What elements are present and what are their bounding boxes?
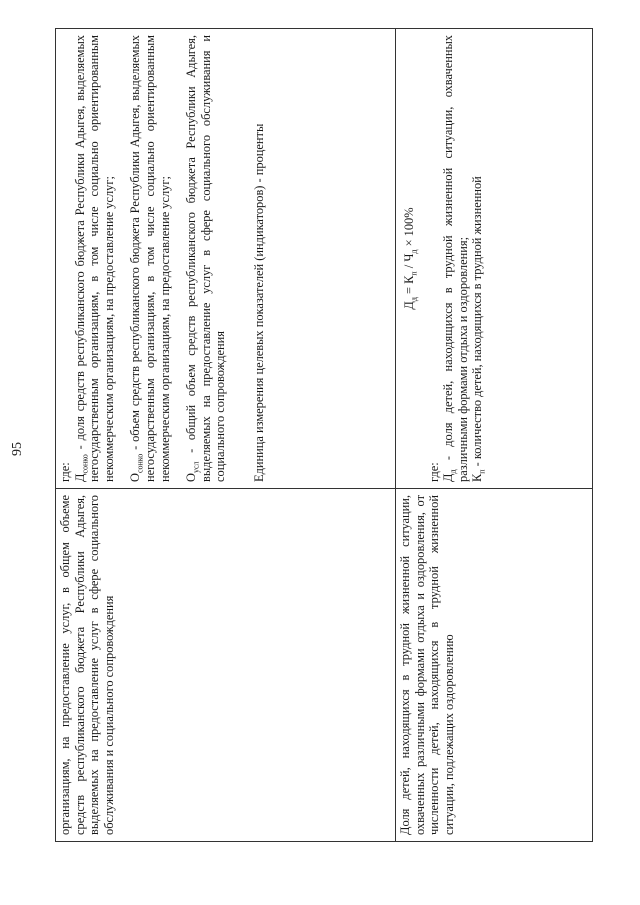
- variable-description: - общий объем средств республиканского бюджета Республики Адыгея, выделяемых на предоставление услуг в сфере социального обслуживания и социального сопровождения: [184, 35, 228, 482]
- variable-symbol: Д: [72, 473, 87, 482]
- indicator-name-text: организациям, на предоставление услуг, в общем объеме средств республиканского бюджета Республики Адыгея, выделяемых на предоставление услуг в сфере социального обслуживания и социального сопровождения: [58, 495, 116, 835]
- indicator-table: [55, 28, 593, 842]
- table-row: [56, 29, 396, 842]
- formula: $Д_д = К_п / Ч_д \times 100\%$: [402, 207, 419, 310]
- variable-definition: [184, 35, 228, 482]
- variable-symbol: О: [128, 473, 143, 482]
- indicator-method-cell: [56, 29, 396, 489]
- indicator-name-text: Доля детей, находящихся в трудной жизненной ситуации, охваченных различными формами отдыха и оздоровления, от численности детей, находящихся в трудной жизненной ситуации, подлежащих оздоровлению: [398, 495, 456, 835]
- table-row: [396, 29, 593, 842]
- variable-definition: [470, 35, 485, 482]
- variable-symbol: К: [470, 473, 485, 482]
- variable-symbol: Д: [441, 473, 456, 482]
- variable-subscript: сонко: [80, 454, 90, 474]
- where-label: где:: [58, 462, 72, 482]
- variable-subscript: усл: [191, 461, 201, 474]
- variable-description: - объем средств республиканского бюджета Республики Адыгея, выделяемых негосударственным организациям, в том числе социально ориентированным некоммерческим организациям, на предоставление услуг;: [128, 35, 172, 482]
- unit-of-measure: Единица измерения целевых показателей (индикаторов) - проценты: [251, 123, 266, 482]
- variable-subscript: д: [448, 469, 458, 474]
- variable-description: - доля средств республиканского бюджета Республики Адыгея, выделяемых негосударственным организациям, в том числе социально ориентированным некоммерческим организациям, на предоставление услуг;: [72, 35, 116, 482]
- page-number: 95: [10, 442, 25, 456]
- where-label: где:: [426, 462, 441, 482]
- rotated-page: [10, 35, 592, 842]
- variable-definition: [73, 35, 117, 482]
- variable-definition: [441, 35, 470, 482]
- variable-definition: [128, 35, 172, 482]
- variable-description: - количество детей, находящихся в трудной жизненной: [470, 176, 485, 467]
- variable-subscript: сонко: [135, 453, 145, 474]
- indicator-name-cell: [396, 489, 593, 842]
- variable-subscript: п: [477, 469, 487, 474]
- variable-description: - доля детей, находящихся в трудной жизненной ситуации, охваченных различными формами отдыха и оздоровления;: [441, 35, 470, 482]
- indicator-name-cell: [56, 489, 396, 842]
- indicator-method-cell: [396, 29, 593, 489]
- variable-symbol: О: [184, 473, 199, 482]
